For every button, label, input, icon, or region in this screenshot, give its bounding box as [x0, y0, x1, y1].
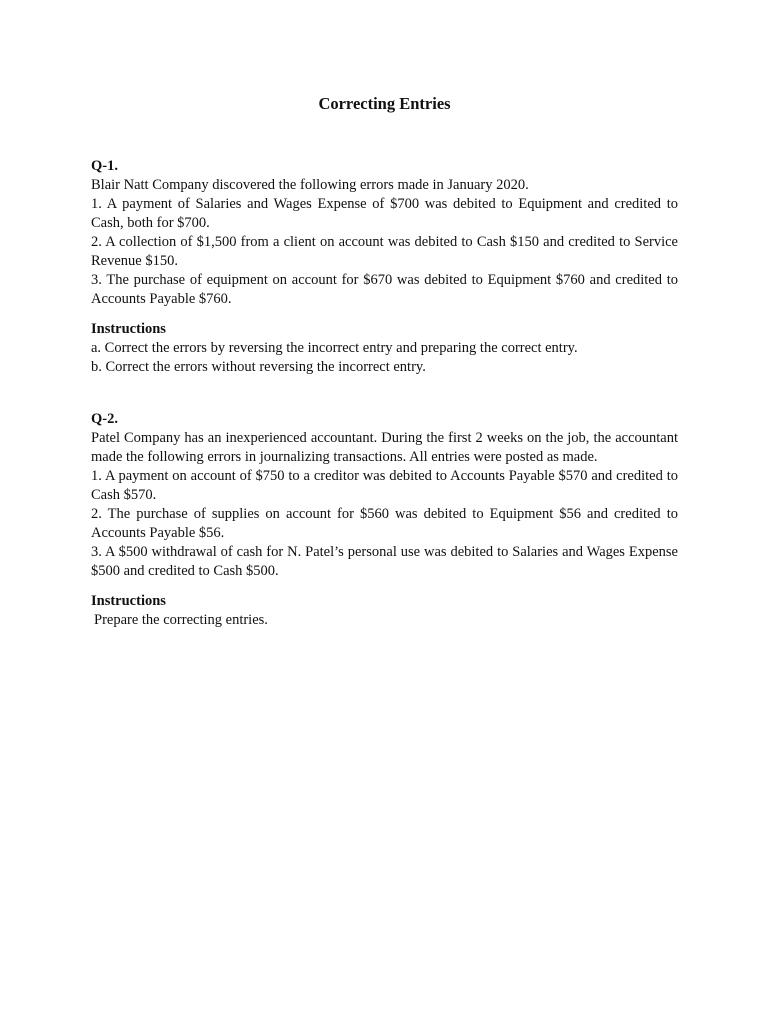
question-2-instructions-heading: Instructions	[91, 593, 166, 609]
question-2	[91, 410, 678, 630]
question-1-item-3: 3. The purchase of equipment on account for $670 was debited to Equipment $760 and credited to Accounts Payable $760.	[91, 272, 678, 307]
question-2-item-3: 3. A $500 withdrawal of cash for N. Patel’s personal use was debited to Salaries and Wages Expense $500 and credited to Cash $500.	[91, 544, 678, 579]
question-2-instruction: Prepare the correcting entries.	[94, 612, 268, 628]
question-2-intro: Patel Company has an inexperienced accountant. During the first 2 weeks on the job, the accountant made the following errors in journalizing transactions. All entries were posted as made.	[91, 430, 678, 465]
question-1-item-1: 1. A payment of Salaries and Wages Expense of $700 was debited to Equipment and credited to Cash, both for $700.	[91, 196, 678, 231]
question-1-intro: Blair Natt Company discovered the following errors made in January 2020.	[91, 177, 529, 193]
question-2-item-1: 1. A payment on account of $750 to a creditor was debited to Accounts Payable $570 and credited to Cash $570.	[91, 468, 678, 503]
question-1-instruction-b: b. Correct the errors without reversing the incorrect entry.	[91, 359, 426, 375]
question-1-instructions-heading: Instructions	[91, 321, 166, 337]
question-2-heading: Q-2.	[91, 411, 118, 427]
page-title: Correcting Entries	[318, 94, 451, 113]
question-1	[91, 157, 678, 377]
question-1-item-2: 2. A collection of $1,500 from a client on account was debited to Cash $150 and credited to Service Revenue $150.	[91, 234, 678, 269]
question-1-heading: Q-1.	[91, 158, 118, 174]
question-2-item-2: 2. The purchase of supplies on account for $560 was debited to Equipment $56 and credited to Accounts Payable $56.	[91, 506, 678, 541]
question-1-instruction-a: a. Correct the errors by reversing the incorrect entry and preparing the correct entry.	[91, 340, 578, 356]
